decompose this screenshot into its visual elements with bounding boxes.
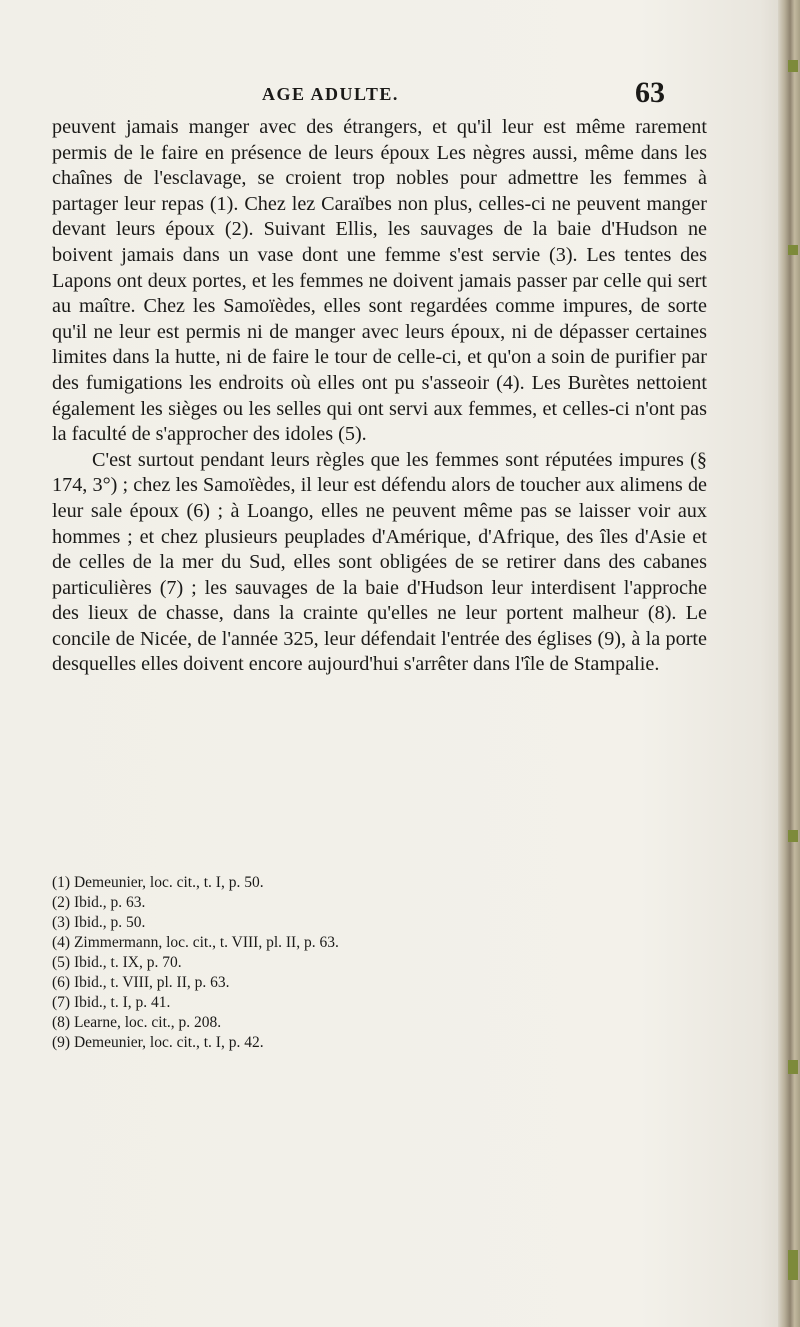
edge-tab-mark: [788, 245, 798, 255]
page-number: 63: [635, 76, 665, 109]
paragraph: C'est surtout pendant leurs règles que les femmes sont réputées impures (§ 174, 3°) ; chez les Samoïèdes, il leur est défendu alors de toucher aux alimens de leur sale époux (6) ; à Loango, elles ne peuvent même pas se laisser voir aux hommes ; et chez plusieurs peuplades d'Amérique, d'Afrique, des îles d'Asie et de celles de la mer du Sud, elles sont obligées de se retirer dans des cabanes particulières (7) ; les sauvages de la baie d'Hudson leur interdisent l'approche des lieux de chasse, dans la crainte qu'elles ne leur portent malheur (8). Le concile de Nicée, de l'année 325, leur défendait l'entrée des églises (9), à la porte desquelles elles doivent encore aujourd'hui s'arrêter dans l'île de Stampalie.: [52, 448, 707, 676]
body-text: [52, 115, 707, 678]
footnote: (9) Demeunier, loc. cit., t. I, p. 42.: [52, 1034, 264, 1051]
edge-tab-mark: [788, 830, 798, 842]
footnote: (2) Ibid., p. 63.: [52, 894, 146, 911]
page-header: [0, 76, 800, 110]
footnote: (6) Ibid., t. VIII, pl. II, p. 63.: [52, 974, 230, 991]
running-title: AGE ADULTE.: [262, 84, 399, 104]
footnote: (5) Ibid., t. IX, p. 70.: [52, 954, 182, 971]
paragraph: peuvent jamais manger avec des étrangers, et qu'il leur est même rarement permis de le faire en présence de leurs époux Les nègres aussi, même dans les chaînes de l'esclavage, se croient trop nobles pour admettre les femmes à partager leur repas (1). Chez lez Caraïbes non plus, celles-ci ne peuvent manger devant leurs époux (2). Suivant Ellis, les sauvages de la baie d'Hudson ne boivent jamais dans un vase dont une femme s'est servie (3). Les tentes des Lapons ont deux portes, et les femmes ne doivent jamais passer par celle qui sert au maître. Chez les Samoïèdes, elles sont regardées comme impures, de sorte qu'il ne leur est permis ni de manger avec leurs époux, ni de dépasser certaines limites dans la hutte, ni de faire le tour de celle-ci, et qu'on a soin de purifier par des fumigations les endroits où elles ont pu s'asseoir (4). Les Burètes nettoient également les sièges ou les selles qui ont servi aux femmes, et celles-ci n'ont pas la faculté de s'approcher des idoles (5).: [52, 116, 707, 446]
footnote: (1) Demeunier, loc. cit., t. I, p. 50.: [52, 874, 264, 891]
footnote: (8) Learne, loc. cit., p. 208.: [52, 1014, 222, 1031]
footnote: (3) Ibid., p. 50.: [52, 914, 146, 931]
edge-tab-mark: [788, 60, 798, 72]
edge-tab-mark: [788, 1060, 798, 1074]
page-edge: [778, 0, 800, 1327]
footnotes: [52, 873, 692, 1053]
footnote: (4) Zimmermann, loc. cit., t. VIII, pl. II, p. 63.: [52, 934, 339, 951]
edge-tab-mark: [788, 1250, 798, 1280]
footnote: (7) Ibid., t. I, p. 41.: [52, 994, 171, 1011]
